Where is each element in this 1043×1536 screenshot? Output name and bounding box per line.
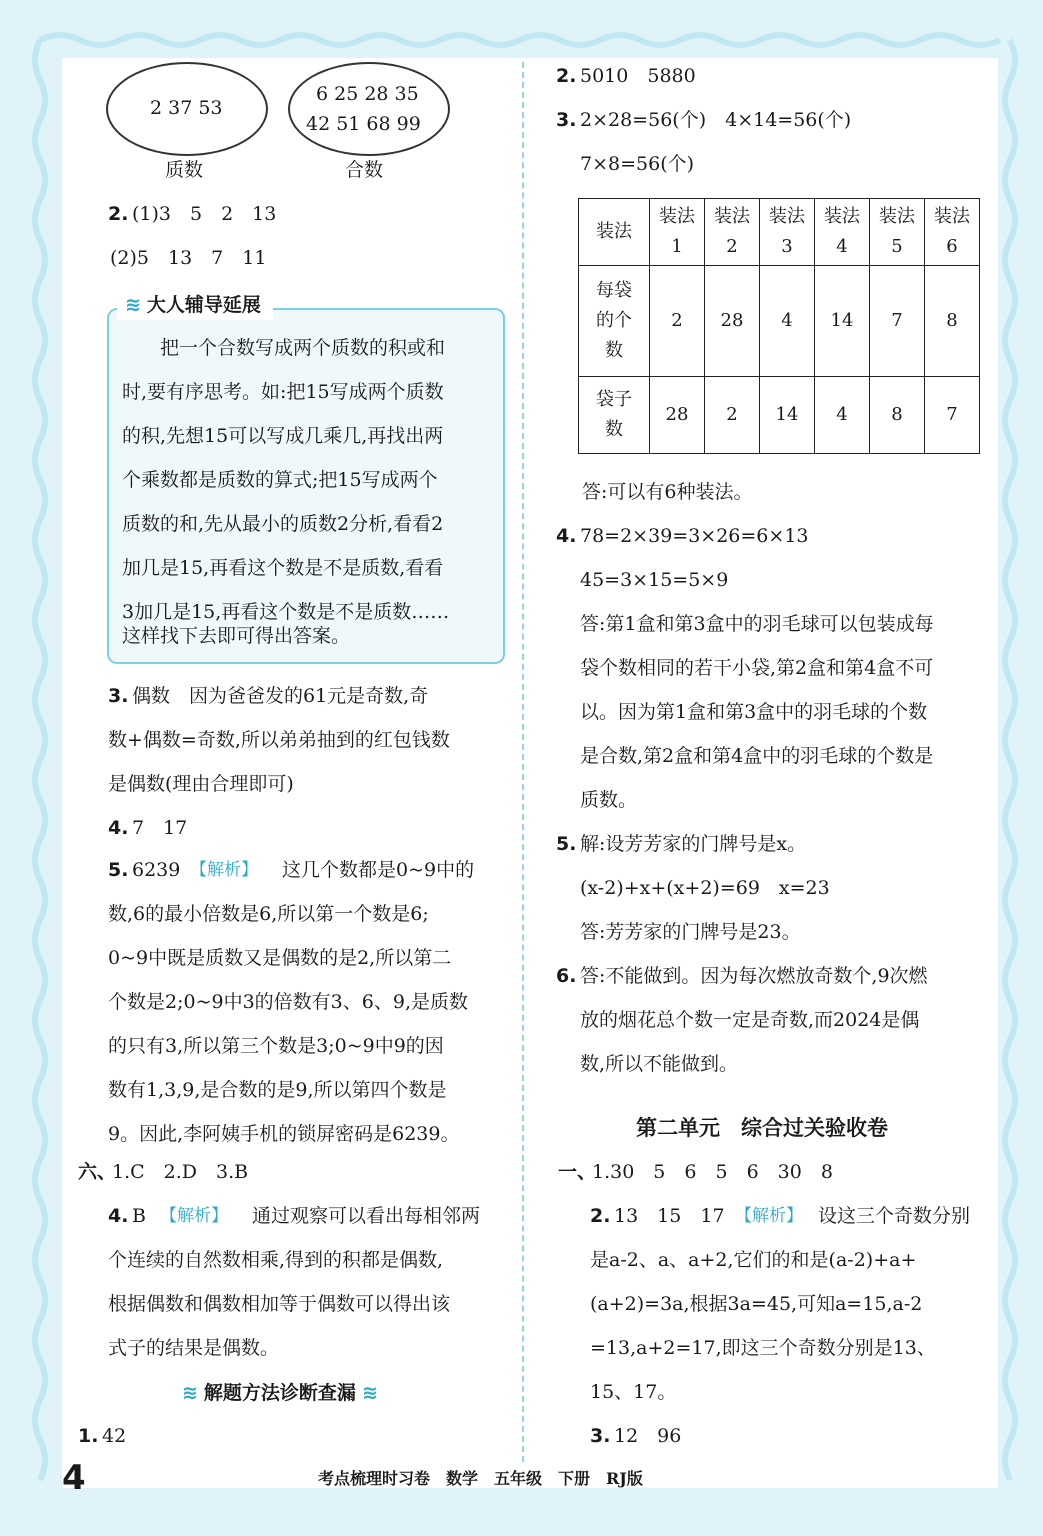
q5-line: 个数是2;0~9中3的倍数有3、6、9,是质数 [108, 991, 468, 1013]
q3-line: 偶数 因为爸爸发的61元是奇数,奇 [132, 685, 429, 707]
tutor-extension-title [117, 290, 273, 320]
box-line: 把一个合数写成两个质数的积或和 [122, 337, 446, 359]
box-line: 时,要有序思考。如:把15写成两个质数 [122, 381, 444, 403]
table-cell: 28 [705, 266, 760, 377]
diagnosis-section-title [182, 1378, 384, 1405]
r-q3-number: 3. [556, 109, 577, 131]
diagnosis-title-text: 解题方法诊断查漏 [203, 1382, 356, 1404]
unit2-section-title: 第二单元 综合过关验收卷 [636, 1116, 888, 1140]
q5-number: 5. [108, 859, 129, 881]
q6-4-answer: B [132, 1205, 146, 1227]
table-cell: 装法 6 [925, 199, 980, 266]
q5-line: 9。因此,李阿姨手机的锁屏密码是6239。 [108, 1123, 460, 1145]
box-line: 这样找下去即可得出答案。 [122, 625, 351, 647]
analysis-tag: 【解析】 [160, 1206, 228, 1226]
table-row [579, 266, 980, 377]
packing-table [578, 198, 980, 454]
wavy-frame-left [35, 40, 45, 1480]
q5-line: 这几个数都是0~9中的 [282, 859, 475, 881]
table-cell: 14 [760, 377, 815, 454]
r-q3-answer: 答:可以有6种装法。 [582, 481, 753, 503]
q4-number: 4. [108, 817, 129, 839]
page-number: 4 [62, 1458, 86, 1498]
r-q5-line: 答:芳芳家的门牌号是23。 [580, 921, 801, 943]
composite-label: 合数 [345, 159, 384, 181]
r-q4-line: 袋个数相同的若干小袋,第2盒和第4盒不可 [580, 657, 934, 679]
s2-line: 设这三个奇数分别 [818, 1205, 971, 1227]
table-cell: 装法 2 [705, 199, 760, 266]
table-cell: 8 [870, 377, 925, 454]
table-cell: 装法 1 [650, 199, 705, 266]
r-q3-line: 2×28=56(个) 4×14=56(个) [580, 109, 852, 131]
wavy-frame [40, 35, 1000, 45]
table-cell: 装法 5 [870, 199, 925, 266]
s1-heading: 一、 [558, 1161, 597, 1183]
q3-number: 3. [108, 685, 129, 707]
composite-numbers-1: 6 25 28 35 [316, 83, 419, 105]
r-q2-answer: 5010 5880 [580, 65, 696, 87]
table-cell: 8 [925, 266, 980, 377]
table-cell: 装法 [579, 199, 650, 266]
r-q6-line: 放的烟花总个数一定是奇数,而2024是偶 [580, 1009, 920, 1031]
r-q4-line: 78=2×39=3×26=6×13 [580, 525, 809, 547]
r-q6-line: 数,所以不能做到。 [580, 1053, 739, 1075]
table-cell: 袋子 数 [579, 377, 650, 454]
table-cell: 28 [650, 377, 705, 454]
q6-4-line: 个连续的自然数相乘,得到的积都是偶数, [108, 1249, 444, 1271]
r-q2-number: 2. [556, 65, 577, 87]
q5-answer: 6239 [132, 859, 181, 881]
r-q4-line: 以。因为第1盒和第3盒中的羽毛球的个数 [580, 701, 928, 723]
table-cell: 2 [705, 377, 760, 454]
prime-label: 质数 [165, 159, 204, 181]
table-cell: 装法 3 [760, 199, 815, 266]
q6-4-line: 通过观察可以看出每相邻两 [252, 1205, 481, 1227]
wave-icon: ≋ [125, 294, 141, 316]
prime-numbers: 2 37 53 [150, 97, 223, 119]
s2-answer: 13 15 17 [614, 1205, 725, 1227]
s1-answers: 1.30 5 6 5 6 30 8 [592, 1161, 833, 1183]
q2-part1: (1)3 5 2 13 [132, 203, 277, 225]
analysis-tag: 【解析】 [190, 860, 258, 880]
q2-part2: (2)5 13 7 11 [110, 247, 267, 269]
s2-line: =13,a+2=17,即这三个奇数分别是13、 [590, 1337, 936, 1359]
s2-line: 15、17。 [590, 1381, 677, 1403]
r-q3-line: 7×8=56(个) [580, 153, 695, 175]
table-cell: 装法 4 [815, 199, 870, 266]
d1-number: 1. [78, 1425, 99, 1447]
q5-line: 的只有3,所以第三个数是3;0~9中9的因 [108, 1035, 444, 1057]
tutor-extension-title-text: 大人辅导延展 [146, 294, 261, 316]
wave-icon: ≋ [182, 1382, 198, 1404]
column-divider [522, 62, 524, 1462]
composite-ellipse [288, 62, 450, 156]
table-cell: 每袋 的个 数 [579, 266, 650, 377]
box-line: 加几是15,再看这个数是不是质数,看看 [122, 557, 444, 579]
table-cell: 4 [760, 266, 815, 377]
q3-line: 数+偶数=奇数,所以弟弟抽到的红包钱数 [108, 729, 450, 751]
box-line: 的积,先想15可以写成几乘几,再找出两 [122, 425, 444, 447]
d1-answer: 42 [102, 1425, 127, 1447]
q4-answer: 7 17 [132, 817, 188, 839]
r-q5-line: (x-2)+x+(x+2)=69 x=23 [580, 877, 830, 899]
q3-line: 是偶数(理由合理即可) [108, 773, 294, 795]
r-q6-line: 答:不能做到。因为每次燃放奇数个,9次燃 [580, 965, 928, 987]
s3-answer: 12 96 [614, 1425, 682, 1447]
r-q4-line: 答:第1盒和第3盒中的羽毛球可以包装成每 [580, 613, 934, 635]
table-header-row [579, 199, 980, 266]
q5-line: 0~9中既是质数又是偶数的是2,所以第二 [108, 947, 452, 969]
q6-4-line: 根据偶数和偶数相加等于偶数可以得出该 [108, 1293, 451, 1315]
r-q5-line: 解:设芳芳家的门牌号是x。 [580, 833, 807, 855]
wave-icon: ≋ [361, 1382, 378, 1404]
table-cell: 2 [650, 266, 705, 377]
r-q6-number: 6. [556, 965, 577, 987]
q6-4-number: 4. [108, 1205, 129, 1227]
r-q4-number: 4. [556, 525, 577, 547]
r-q4-line: 45=3×15=5×9 [580, 569, 729, 591]
s2-line: 是a-2、a、a+2,它们的和是(a-2)+a+ [590, 1249, 917, 1271]
table-cell: 14 [815, 266, 870, 377]
box-line: 质数的和,先从最小的质数2分析,看看2 [122, 513, 444, 535]
table-cell: 4 [815, 377, 870, 454]
s3-number: 3. [590, 1425, 611, 1447]
q6-choices: 1.C 2.D 3.B [112, 1161, 249, 1183]
s2-line: (a+2)=3a,根据3a=45,可知a=15,a-2 [590, 1293, 923, 1315]
wavy-frame-right [1005, 40, 1015, 1480]
q2-number: 2. [108, 203, 129, 225]
q5-line: 数有1,3,9,是合数的是9,所以第四个数是 [108, 1079, 447, 1101]
composite-numbers-2: 42 51 68 99 [306, 113, 421, 135]
box-line: 3加几是15,再看这个数是不是质数…… [122, 601, 450, 623]
table-row [579, 377, 980, 454]
q5-line: 数,6的最小倍数是6,所以第一个数是6; [108, 903, 429, 925]
r-q4-line: 质数。 [580, 789, 638, 811]
book-info: 考点梳理时习卷 数学 五年级 下册 RJ版 [318, 1469, 643, 1488]
analysis-tag: 【解析】 [735, 1206, 803, 1226]
q6-heading: 六、 [78, 1161, 117, 1183]
s2-number: 2. [590, 1205, 611, 1227]
table-cell: 7 [925, 377, 980, 454]
r-q5-number: 5. [556, 833, 577, 855]
box-line: 个乘数都是质数的算式;把15写成两个 [122, 469, 438, 491]
r-q4-line: 是合数,第2盒和第4盒中的羽毛球的个数是 [580, 745, 934, 767]
table-cell: 7 [870, 266, 925, 377]
q6-4-line: 式子的结果是偶数。 [108, 1337, 280, 1359]
